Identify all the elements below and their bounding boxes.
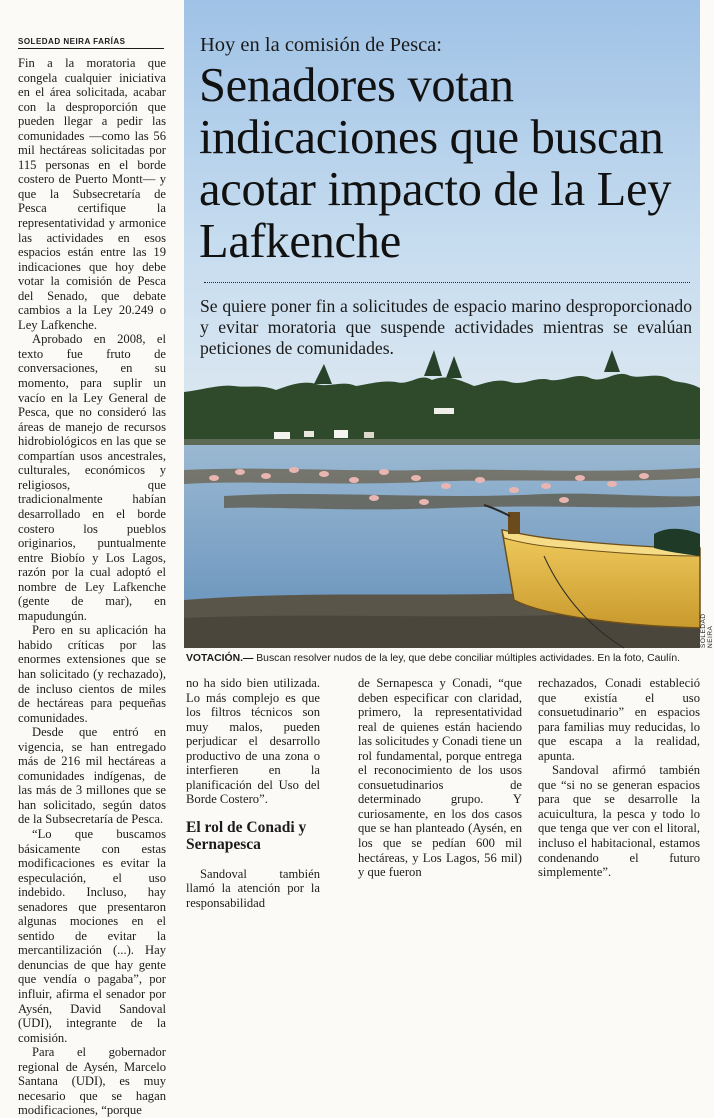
paragraph: Sandoval afirmó también que “si no se generan espacios para que se desarrolle la acuicultura, la pesca y todo lo que tenga que ver con el litoral, incluso el habitacional, estamos condenando el futuro simplemente”. — [538, 763, 700, 880]
paragraph: de Sernapesca y Conadi, “que deben especificar con claridad, primero, la representatividad real de quienes están haciendo las solicitudes y Conadi tiene un rol fundamental, porque entrega el reconocimiento de los usos consuetudinarios de determinado grupo. Y curiosamente, en los dos casos que se han planteado (Aysén, en los que se pedían 600 mil hectáreas, y Los Lagos, 56 mil) y que fueron — [358, 676, 522, 880]
photo-caption — [186, 652, 700, 665]
paragraph: Pero en su aplicación ha habido críticas por las enormes extensiones que se han solicitado (y rechazado), de incluso cientos de miles de hectáreas para pequeñas comunidades. — [18, 623, 166, 725]
caption-lead: VOTACIÓN.— — [186, 653, 254, 664]
article-column-2 — [186, 676, 320, 911]
section-subhead: El rol de Conadi y Sernapesca — [186, 818, 307, 853]
paragraph: Sandoval también llamó la atención por la responsabilidad — [186, 866, 320, 911]
kicker: Hoy en la comisión de Pesca: — [200, 34, 442, 56]
article-column-1 — [18, 56, 166, 1118]
paragraph: Aprobado en 2008, el texto fue fruto de conversaciones, en su momento, para suplir un vacío en la Ley General de Pesca, que no consideró las áreas de manejo de recursos hidrobiológicos en las que se compartían usos ancestrales, culturales, económicos y religiosos, que tradicionalmente habían desarrollado en el borde costero los pueblos originarios, puntualmente entre Biobío y Los Lagos, razón por la cual adoptó el nombre de Ley Lafkenche (gente de mar), en mapudungún. — [18, 332, 166, 623]
paragraph: Fin a la moratoria que congela cualquier iniciativa en el área solicitada, acabar con la desproporción que pueden llegar a pedir las comunidades —como las 56 mil hectáreas solicitadas por 115 personas en el borde costero de Puerto Montt— y que la Subsecretaría de Pesca certifique la representatividad y armonice las actividades en esos espacios están entre las 19 indicaciones que hoy debe votar la comisión de Pesca del Senado, que debate cambios a la Ley 20.249 o Ley Lafkenche. — [18, 56, 166, 332]
byline: SOLEDAD NEIRA FARÍAS — [18, 37, 164, 49]
deck: Se quiere poner fin a solicitudes de espacio marino desproporcionado y evitar moratoria que suspende actividades mientras se evalúan peticiones de comunidades. — [200, 296, 692, 358]
article-column-4 — [538, 676, 700, 880]
paragraph: “Lo que buscamos básicamente con estas modificaciones es evitar la especulación, el uso indebido. Incluso, hay senadores que presentaron algunas mociones en el sentido de evitar la mercantilización (...). Hay denuncias de que hay gente que vendía o pagaba”, por influir, afirma el senador por Aysén, David Sandoval (UDI), integrante de la comisión. — [18, 826, 166, 1045]
paragraph: no ha sido bien utilizada. Lo más complejo es que los filtros técnicos son muy malos, pueden perjudicar el desarrollo productivo de una zona o interfieren en la planificación del Uso del Borde Costero”. — [186, 676, 320, 807]
paragraph: Desde que entró en vigencia, se han entregado más de 216 mil hectáreas a comunidades indígenas, de las más de 3 millones que se han solicitado, según datos de la Subsecretaría de Pesca. — [18, 725, 166, 827]
paragraph: rechazados, Conadi estableció que existía el uso consuetudinario” en espacios para familias muy reducidas, lo que escapa a la realidad, apunta. — [538, 676, 700, 763]
dotted-divider — [204, 282, 690, 283]
headline: Senadores votan indicaciones que buscan acotar impacto de la Ley Lafkenche — [199, 59, 672, 268]
paragraph: Para el gobernador regional de Aysén, Marcelo Santana (UDI), es muy necesario que se hagan modificaciones, “porque — [18, 1045, 166, 1118]
caption-text: Buscan resolver nudos de la ley, que debe conciliar múltiples actividades. En la foto, Caulín. — [253, 653, 680, 664]
article-column-3 — [358, 676, 522, 880]
photo-credit: SOLEDAD NEIRA — [700, 613, 714, 648]
